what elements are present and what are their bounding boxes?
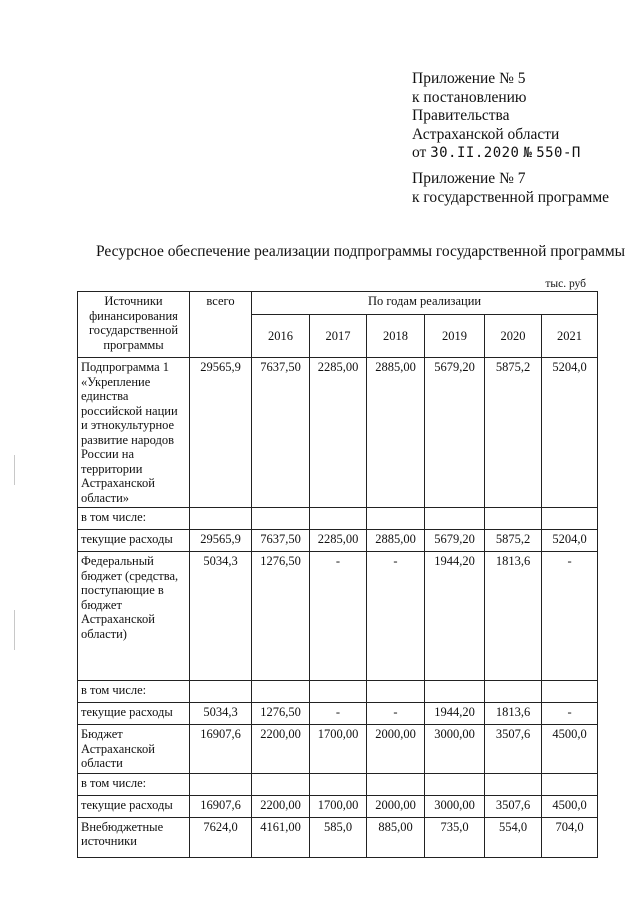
row-value-2020	[485, 508, 542, 530]
table-row	[78, 703, 598, 725]
row-label: в том числе:	[78, 508, 190, 530]
row-total: 29565,9	[190, 358, 252, 508]
header-total: всего	[190, 292, 252, 358]
row-value-2018	[367, 681, 425, 703]
row-value-2017: -	[310, 552, 367, 681]
table-row	[78, 681, 598, 703]
row-total: 16907,6	[190, 725, 252, 774]
row-total: 5034,3	[190, 703, 252, 725]
row-value-2017: 2285,00	[310, 358, 367, 508]
decree-prefix: от	[412, 144, 427, 161]
row-label: текущие расходы	[78, 703, 190, 725]
row-value-2020	[485, 681, 542, 703]
row-value-2017	[310, 508, 367, 530]
resource-table	[77, 291, 598, 858]
scan-edge-line-top	[14, 455, 15, 485]
row-label: в том числе:	[78, 773, 190, 795]
row-value-2018	[367, 508, 425, 530]
row-value-2017	[310, 681, 367, 703]
row-value-2016: 1276,50	[252, 552, 310, 681]
row-value-2020: 5875,2	[485, 358, 542, 508]
header-years-group: По годам реализации	[252, 292, 598, 315]
row-value-2016	[252, 508, 310, 530]
row-value-2016: 2200,00	[252, 795, 310, 817]
row-value-2018: 2885,00	[367, 530, 425, 552]
appendix-5-line-2: к постановлению	[412, 88, 527, 106]
appendix-5-line-1: Приложение № 5	[412, 70, 526, 87]
header-year-2020: 2020	[485, 315, 542, 358]
table-row	[78, 725, 598, 774]
row-value-2020: 3507,6	[485, 795, 542, 817]
header-year-2016: 2016	[252, 315, 310, 358]
row-value-2017: 1700,00	[310, 725, 367, 774]
appendix-7-note	[412, 170, 609, 207]
appendix-5-line-4: Астраханской области	[412, 125, 560, 143]
appendix-5-line-3: Правительства	[412, 107, 510, 124]
row-total: 29565,9	[190, 530, 252, 552]
row-value-2020: 1813,6	[485, 703, 542, 725]
row-total: 5034,3	[190, 552, 252, 681]
decree-number-sign: №	[523, 145, 533, 161]
row-value-2017: 2285,00	[310, 530, 367, 552]
row-value-2019: 3000,00	[425, 795, 485, 817]
units-label: тыс. руб	[545, 278, 586, 290]
header-year-2018: 2018	[367, 315, 425, 358]
table-row	[78, 552, 598, 681]
row-total: 7624,0	[190, 817, 252, 857]
row-label: Федеральный бюджет (средства, поступающие в бюджет Астраханской области)	[78, 552, 190, 681]
row-label: текущие расходы	[78, 795, 190, 817]
table-row	[78, 817, 598, 857]
scan-edge-line-bottom	[14, 610, 15, 650]
row-value-2019	[425, 773, 485, 795]
header-year-2021: 2021	[542, 315, 598, 358]
row-value-2018: 2000,00	[367, 795, 425, 817]
row-total	[190, 508, 252, 530]
row-value-2021: 4500,0	[542, 795, 598, 817]
row-value-2018: 2885,00	[367, 358, 425, 508]
row-value-2021: -	[542, 703, 598, 725]
row-value-2016	[252, 681, 310, 703]
row-value-2017: -	[310, 703, 367, 725]
row-value-2019: 1944,20	[425, 703, 485, 725]
row-value-2017	[310, 773, 367, 795]
table-body	[78, 358, 598, 858]
table-row	[78, 773, 598, 795]
row-value-2016: 1276,50	[252, 703, 310, 725]
header-source: Источники финансирования государственной программы	[78, 292, 190, 358]
row-label: Бюджет Астраханской области	[78, 725, 190, 774]
row-value-2018: -	[367, 703, 425, 725]
row-label: Подпрограмма 1 «Укрепление единства российской нации и этнокультурное развитие народов России на территории Астраханской области»	[78, 358, 190, 508]
table-row	[78, 508, 598, 530]
row-value-2021	[542, 508, 598, 530]
row-value-2019: 3000,00	[425, 725, 485, 774]
table-row	[78, 795, 598, 817]
row-value-2020	[485, 773, 542, 795]
row-value-2021: 5204,0	[542, 358, 598, 508]
row-value-2017: 1700,00	[310, 795, 367, 817]
row-value-2020: 1813,6	[485, 552, 542, 681]
row-label: Внебюджетные источники	[78, 817, 190, 857]
row-value-2018: 885,00	[367, 817, 425, 857]
row-value-2019	[425, 508, 485, 530]
row-value-2021	[542, 681, 598, 703]
row-value-2020: 5875,2	[485, 530, 542, 552]
decree-date: 30.II.2020	[430, 145, 520, 161]
row-value-2018	[367, 773, 425, 795]
appendix-7-line-1: Приложение № 7	[412, 170, 526, 187]
row-value-2018: 2000,00	[367, 725, 425, 774]
table-row	[78, 358, 598, 508]
row-value-2016	[252, 773, 310, 795]
row-value-2021: 4500,0	[542, 725, 598, 774]
row-value-2019: 5679,20	[425, 530, 485, 552]
row-value-2016: 7637,50	[252, 358, 310, 508]
row-value-2018: -	[367, 552, 425, 681]
appendix-7-line-2: к государственной программе	[412, 188, 610, 206]
row-value-2021: 704,0	[542, 817, 598, 857]
decree-number: 550-П	[536, 145, 581, 161]
document-title: Ресурсное обеспечение реализации подпрограммы государственной программы	[96, 243, 626, 260]
row-value-2021	[542, 773, 598, 795]
appendix-5-note	[412, 70, 581, 163]
row-total	[190, 773, 252, 795]
table-header-row	[78, 292, 598, 315]
row-value-2019: 1944,20	[425, 552, 485, 681]
row-value-2020: 3507,6	[485, 725, 542, 774]
row-value-2019: 735,0	[425, 817, 485, 857]
row-label: текущие расходы	[78, 530, 190, 552]
row-value-2016: 7637,50	[252, 530, 310, 552]
header-year-2019: 2019	[425, 315, 485, 358]
row-value-2019	[425, 681, 485, 703]
row-total	[190, 681, 252, 703]
row-value-2016: 2200,00	[252, 725, 310, 774]
row-value-2019: 5679,20	[425, 358, 485, 508]
row-value-2021: -	[542, 552, 598, 681]
header-year-2017: 2017	[310, 315, 367, 358]
row-value-2020: 554,0	[485, 817, 542, 857]
decree-line	[412, 144, 581, 163]
row-value-2016: 4161,00	[252, 817, 310, 857]
row-value-2021: 5204,0	[542, 530, 598, 552]
table-row	[78, 530, 598, 552]
row-label: в том числе:	[78, 681, 190, 703]
row-total: 16907,6	[190, 795, 252, 817]
row-value-2017: 585,0	[310, 817, 367, 857]
